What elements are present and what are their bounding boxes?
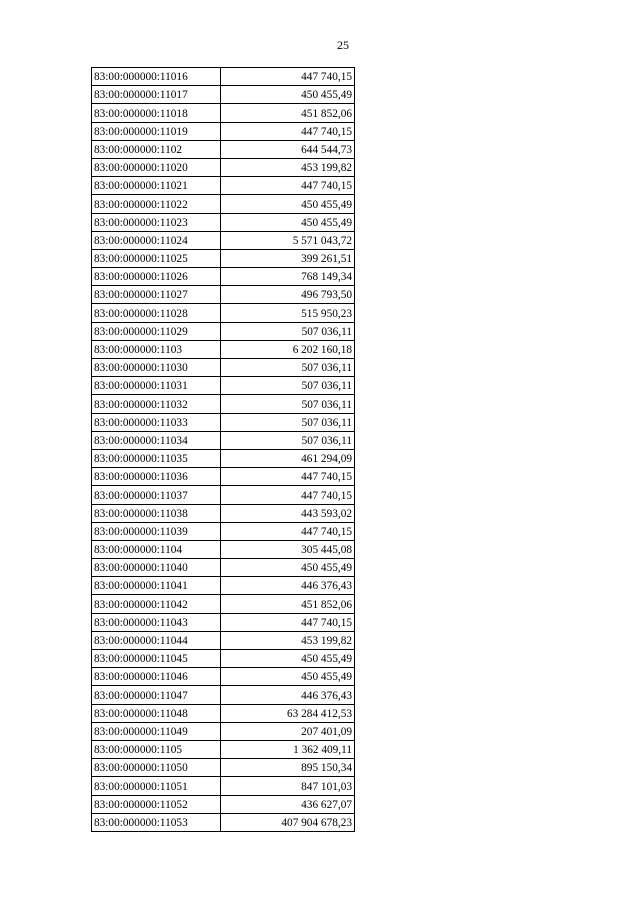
cadastral-number-cell: 83:00:000000:11049: [92, 722, 221, 740]
cadastral-number-cell: 83:00:000000:1105: [92, 740, 221, 758]
table-row: [92, 213, 355, 231]
cadastral-number-cell: 83:00:000000:11018: [92, 104, 221, 122]
cadastral-value-cell: 453 199,82: [221, 631, 355, 649]
cadastral-number-cell: 83:00:000000:11053: [92, 813, 221, 831]
cadastral-value-cell: 450 455,49: [221, 668, 355, 686]
cadastral-value-cell: 515 950,23: [221, 304, 355, 322]
cadastral-value-cell: 436 627,07: [221, 795, 355, 813]
cadastral-value-cell: 768 149,34: [221, 268, 355, 286]
cadastral-number-cell: 83:00:000000:11050: [92, 759, 221, 777]
cadastral-number-cell: 83:00:000000:11041: [92, 577, 221, 595]
cadastral-number-cell: 83:00:000000:11025: [92, 249, 221, 267]
cadastral-number-cell: 83:00:000000:1103: [92, 340, 221, 358]
cadastral-value-cell: 450 455,49: [221, 86, 355, 104]
table-row: [92, 195, 355, 213]
cadastral-number-cell: 83:00:000000:11019: [92, 122, 221, 140]
cadastral-number-cell: 83:00:000000:11044: [92, 631, 221, 649]
cadastral-value-cell: 446 376,43: [221, 686, 355, 704]
cadastral-number-cell: 83:00:000000:11037: [92, 486, 221, 504]
cadastral-number-cell: 83:00:000000:11027: [92, 286, 221, 304]
page-number: 25: [337, 38, 349, 52]
cadastral-value-cell: 443 593,02: [221, 504, 355, 522]
cadastral-number-cell: 83:00:000000:1102: [92, 140, 221, 158]
table-row: [92, 122, 355, 140]
cadastral-value-cell: 451 852,06: [221, 595, 355, 613]
cadastral-value-cell: 451 852,06: [221, 104, 355, 122]
table-row: [92, 686, 355, 704]
table-row: [92, 140, 355, 158]
table-row: [92, 595, 355, 613]
cadastral-value-cell: 461 294,09: [221, 449, 355, 467]
table-row: [92, 631, 355, 649]
cadastral-number-cell: 83:00:000000:11052: [92, 795, 221, 813]
cadastral-value-cell: 450 455,49: [221, 559, 355, 577]
cadastral-number-cell: 83:00:000000:11042: [92, 595, 221, 613]
table-row: [92, 777, 355, 795]
cadastral-value-cell: 447 740,15: [221, 68, 355, 86]
table-row: [92, 486, 355, 504]
cadastral-number-cell: 83:00:000000:11030: [92, 359, 221, 377]
cadastral-number-cell: 83:00:000000:11021: [92, 177, 221, 195]
cadastral-value-cell: 6 202 160,18: [221, 340, 355, 358]
cadastral-value-cell: 1 362 409,11: [221, 740, 355, 758]
cadastral-number-cell: 83:00:000000:11035: [92, 449, 221, 467]
table-row: [92, 759, 355, 777]
table-row: [92, 286, 355, 304]
cadastral-number-cell: 83:00:000000:11029: [92, 322, 221, 340]
cadastral-value-cell: 5 571 043,72: [221, 231, 355, 249]
cadastral-number-cell: 83:00:000000:11040: [92, 559, 221, 577]
cadastral-number-cell: 83:00:000000:11045: [92, 650, 221, 668]
cadastral-number-cell: 83:00:000000:11051: [92, 777, 221, 795]
cadastral-number-cell: 83:00:000000:11023: [92, 213, 221, 231]
cadastral-value-cell: 447 740,15: [221, 613, 355, 631]
table-row: [92, 304, 355, 322]
table-row: [92, 177, 355, 195]
cadastral-value-cell: 496 793,50: [221, 286, 355, 304]
table-row: [92, 813, 355, 831]
table-row: [92, 413, 355, 431]
cadastral-value-cell: 450 455,49: [221, 650, 355, 668]
table-row: [92, 395, 355, 413]
cadastral-number-cell: 83:00:000000:11048: [92, 704, 221, 722]
cadastral-value-cell: 447 740,15: [221, 522, 355, 540]
cadastral-number-cell: 83:00:000000:11016: [92, 68, 221, 86]
table-row: [92, 158, 355, 176]
cadastral-value-cell: 447 740,15: [221, 468, 355, 486]
cadastral-value-cell: 507 036,11: [221, 431, 355, 449]
cadastral-number-cell: 83:00:000000:11038: [92, 504, 221, 522]
table-row: [92, 377, 355, 395]
cadastral-number-cell: 83:00:000000:11028: [92, 304, 221, 322]
cadastral-value-cell: 450 455,49: [221, 213, 355, 231]
table-row: [92, 650, 355, 668]
table-row: [92, 268, 355, 286]
table-row: [92, 613, 355, 631]
cadastral-value-cell: 63 284 412,53: [221, 704, 355, 722]
cadastral-value-cell: 895 150,34: [221, 759, 355, 777]
table-row: [92, 431, 355, 449]
cadastral-value-cell: 305 445,08: [221, 540, 355, 558]
cadastral-number-cell: 83:00:000000:11047: [92, 686, 221, 704]
cadastral-number-cell: 83:00:000000:1104: [92, 540, 221, 558]
cadastral-value-cell: 644 544,73: [221, 140, 355, 158]
cadastral-value-cell: 507 036,11: [221, 377, 355, 395]
table-row: [92, 540, 355, 558]
cadastral-number-cell: 83:00:000000:11020: [92, 158, 221, 176]
cadastral-value-cell: 507 036,11: [221, 395, 355, 413]
table-row: [92, 722, 355, 740]
cadastral-number-cell: 83:00:000000:11036: [92, 468, 221, 486]
cadastral-value-cell: 847 101,03: [221, 777, 355, 795]
cadastral-value-cell: 207 401,09: [221, 722, 355, 740]
table-row: [92, 104, 355, 122]
table-row: [92, 668, 355, 686]
table-row: [92, 468, 355, 486]
cadastral-number-cell: 83:00:000000:11017: [92, 86, 221, 104]
table-row: [92, 322, 355, 340]
cadastral-number-cell: 83:00:000000:11043: [92, 613, 221, 631]
table-row: [92, 740, 355, 758]
table-body: [92, 68, 355, 832]
cadastral-value-cell: 447 740,15: [221, 486, 355, 504]
cadastral-value-cell: 399 261,51: [221, 249, 355, 267]
cadastral-number-cell: 83:00:000000:11031: [92, 377, 221, 395]
cadastral-value-cell: 507 036,11: [221, 413, 355, 431]
table-row: [92, 795, 355, 813]
cadastral-number-cell: 83:00:000000:11039: [92, 522, 221, 540]
cadastral-value-table: [91, 67, 355, 832]
table-row: [92, 559, 355, 577]
cadastral-number-cell: 83:00:000000:11033: [92, 413, 221, 431]
cadastral-value-cell: 450 455,49: [221, 195, 355, 213]
cadastral-value-cell: 446 376,43: [221, 577, 355, 595]
cadastral-value-cell: 407 904 678,23: [221, 813, 355, 831]
table-row: [92, 449, 355, 467]
table-row: [92, 504, 355, 522]
table-row: [92, 86, 355, 104]
cadastral-number-cell: 83:00:000000:11032: [92, 395, 221, 413]
cadastral-value-cell: 447 740,15: [221, 122, 355, 140]
cadastral-number-cell: 83:00:000000:11024: [92, 231, 221, 249]
cadastral-number-cell: 83:00:000000:11034: [92, 431, 221, 449]
table-row: [92, 359, 355, 377]
table-row: [92, 704, 355, 722]
cadastral-number-cell: 83:00:000000:11022: [92, 195, 221, 213]
cadastral-value-cell: 507 036,11: [221, 322, 355, 340]
cadastral-number-cell: 83:00:000000:11026: [92, 268, 221, 286]
cadastral-value-cell: 453 199,82: [221, 158, 355, 176]
table-row: [92, 231, 355, 249]
table-row: [92, 522, 355, 540]
table-row: [92, 577, 355, 595]
cadastral-value-cell: 507 036,11: [221, 359, 355, 377]
cadastral-value-cell: 447 740,15: [221, 177, 355, 195]
table-row: [92, 249, 355, 267]
table-row: [92, 340, 355, 358]
table-row: [92, 68, 355, 86]
cadastral-number-cell: 83:00:000000:11046: [92, 668, 221, 686]
